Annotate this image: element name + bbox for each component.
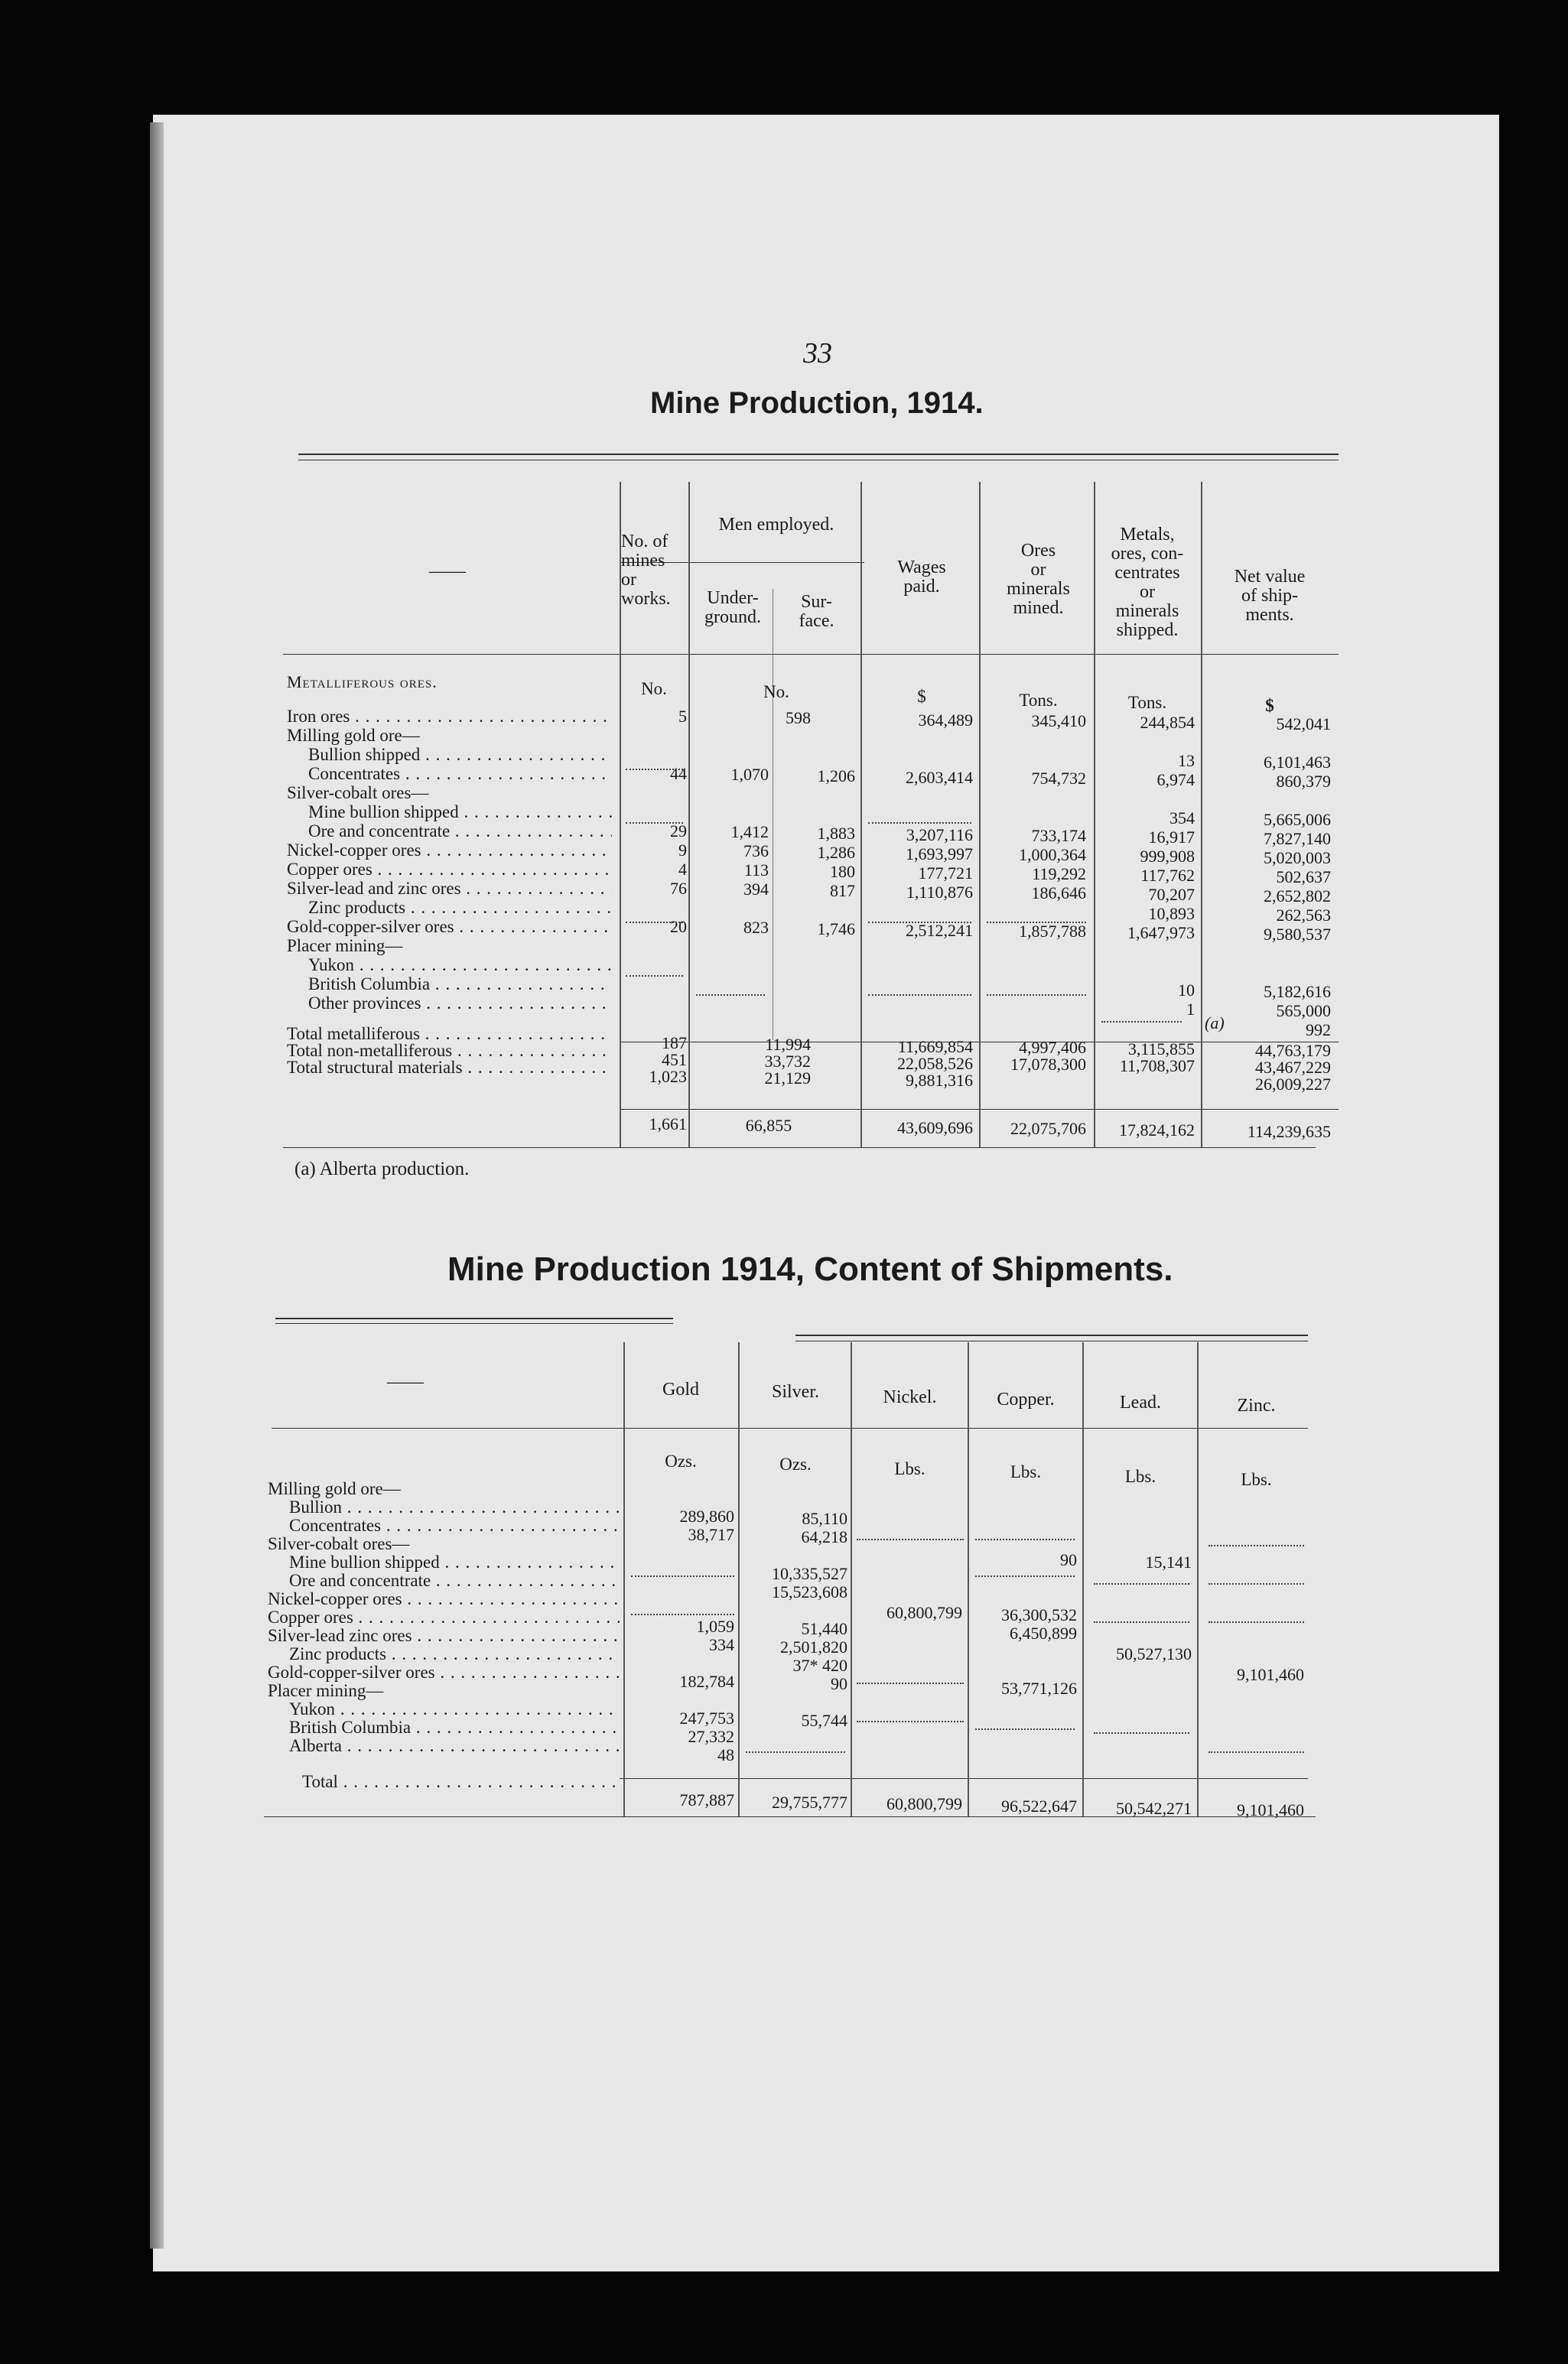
cell-gold: 247,753 — [679, 1709, 734, 1728]
total-gold: 787,887 — [679, 1790, 734, 1810]
row-label: Gold-copper-silver ores . . . — [268, 1663, 620, 1682]
col-line — [738, 1342, 740, 1816]
row-label: Iron ores . . . — [287, 707, 612, 726]
cell-mines: 4 — [678, 860, 687, 880]
table2-total-rule — [620, 1778, 1308, 1779]
table2-header-rule — [272, 1428, 1308, 1429]
total-mines: 451 — [662, 1050, 687, 1070]
cell-net: 502,637 — [1276, 867, 1331, 887]
total-men: 11,994 — [765, 1035, 811, 1055]
table2-top-rule — [275, 1318, 673, 1319]
cell-nickel: 60,800,799 — [886, 1603, 962, 1623]
cell-wages: 364,489 — [918, 710, 973, 730]
cell-mines: 5 — [678, 707, 687, 727]
table2-top-rule-2 — [275, 1323, 673, 1324]
row-label: Other provinces . . . — [308, 994, 612, 1013]
leader-dots — [696, 994, 765, 996]
total-silver: 29,755,777 — [772, 1792, 847, 1812]
cell-metals: 6,974 — [1156, 770, 1195, 790]
total-label: Total non-metalliferous . . . — [287, 1042, 608, 1060]
row-label: Bullion shipped . . . — [308, 746, 612, 764]
stub-header: —— — [429, 561, 466, 581]
cell-gold: 289,860 — [679, 1507, 734, 1527]
page-number: 33 — [803, 337, 832, 369]
cell-ores: 186,646 — [1031, 883, 1086, 903]
row-label: Placer mining— — [268, 1682, 384, 1700]
ores-header: Ores or minerals mined. — [1007, 541, 1070, 618]
leader-dots — [626, 769, 683, 770]
nickel-header: Nickel. — [883, 1387, 937, 1407]
row-label: Nickel-copper ores . . . — [268, 1590, 620, 1608]
leader-dots — [857, 1683, 964, 1684]
row-label: Silver-lead and zinc ores . . . — [287, 880, 612, 898]
grand-total-net: 114,239,635 — [1247, 1122, 1331, 1142]
cell-ores: 1,857,788 — [1019, 922, 1086, 941]
total-net: 43,467,229 — [1255, 1058, 1331, 1078]
row-label: Copper ores . . . — [268, 1608, 620, 1627]
zinc-header: Zinc. — [1237, 1396, 1276, 1416]
unit-label: Lbs. — [894, 1459, 926, 1478]
cell-net: 9,580,537 — [1264, 925, 1331, 945]
table1-header-rule — [283, 654, 1339, 655]
row-label: Concentrates . . . — [308, 765, 612, 783]
cell-mines: 76 — [670, 879, 687, 899]
unit-label: Lbs. — [1241, 1470, 1272, 1489]
unit-label: Tons. — [1127, 693, 1167, 712]
col-line — [1197, 1342, 1199, 1816]
cell-zinc: 9,101,460 — [1237, 1665, 1304, 1685]
row-label: Zinc products . . . — [308, 899, 612, 917]
lead-header: Lead. — [1120, 1393, 1161, 1413]
row-label: Silver-cobalt ores— — [268, 1535, 410, 1553]
cell-metals: 10 — [1178, 980, 1195, 1000]
grand-total-mines: 1,661 — [649, 1114, 687, 1134]
cell-ores: 345,410 — [1031, 711, 1086, 731]
cell-gold: 27,332 — [688, 1727, 734, 1747]
cell-surf: 1,286 — [817, 842, 855, 862]
row-label: Ore and concentrate . . . — [289, 1572, 620, 1590]
cell-under: 1,070 — [730, 765, 769, 785]
cell-metals: 13 — [1178, 751, 1195, 771]
leader-dots — [987, 994, 1086, 996]
unit-label: No. — [641, 679, 667, 698]
leader-dots — [626, 975, 683, 977]
leader-dots — [987, 922, 1086, 923]
row-label: Concentrates . . . — [289, 1517, 620, 1535]
silver-header: Silver. — [771, 1382, 819, 1402]
cell-gold: 334 — [709, 1635, 734, 1655]
cell-net: 992 — [1306, 1020, 1331, 1040]
total-zinc: 9,101,460 — [1237, 1800, 1304, 1820]
cell-metals: 1,647,973 — [1127, 923, 1195, 943]
cell-metals: 1 — [1186, 1000, 1195, 1019]
row-label: Yukon . . . — [289, 1700, 620, 1719]
cell-metals: 354 — [1169, 808, 1195, 828]
leader-dots — [631, 1614, 734, 1615]
total-ores: 17,078,300 — [1010, 1055, 1086, 1075]
row-label: Mine bullion shipped . . . — [308, 803, 612, 821]
row-label: Mine bullion shipped . . . — [289, 1553, 620, 1572]
grand-total-wages: 43,609,696 — [897, 1117, 973, 1137]
cell-net: 5,182,616 — [1264, 982, 1331, 1002]
leader-dots — [1209, 1583, 1304, 1585]
scanned-page — [153, 115, 1499, 2271]
leader-dots — [1094, 1732, 1189, 1734]
cell-net: 262,563 — [1276, 906, 1331, 925]
col-line — [1082, 1342, 1084, 1816]
leader-dots — [746, 1751, 845, 1753]
net-value-header: Net value of ship- ments. — [1234, 567, 1306, 625]
total-label: Total metalliferous . . . — [287, 1025, 608, 1043]
leader-dots — [631, 1575, 734, 1577]
cell-silver: 51,440 — [801, 1619, 847, 1639]
cell-ores: 733,174 — [1031, 826, 1086, 846]
total-net: 44,763,179 — [1255, 1041, 1331, 1061]
footnote-marker: (a) — [1205, 1013, 1225, 1032]
cell-wages: 2,603,414 — [906, 767, 973, 787]
row-label: British Columbia . . . — [289, 1719, 620, 1737]
total-wages: 9,881,316 — [906, 1070, 973, 1090]
cell-surf: 1,883 — [817, 823, 855, 843]
leader-dots — [626, 922, 683, 923]
row-label: Alberta . . . — [289, 1737, 620, 1755]
total-metals: 3,115,855 — [1127, 1039, 1195, 1059]
leader-dots — [975, 1575, 1075, 1577]
cell-wages: 3,207,116 — [906, 824, 973, 844]
wages-header: Wages paid. — [897, 558, 946, 597]
cell-net: 860,379 — [1276, 772, 1331, 792]
underground-header: Under- ground. — [704, 588, 761, 627]
grand-total-men: 66,855 — [745, 1116, 792, 1136]
cell-net: 2,652,802 — [1264, 886, 1331, 906]
footnote: (a) Alberta production. — [294, 1159, 470, 1179]
leader-dots — [868, 994, 971, 996]
row-label: Milling gold ore— — [268, 1480, 401, 1498]
cell-under: 823 — [743, 918, 769, 938]
row-label: Nickel-copper ores . . . — [287, 841, 612, 860]
cell-net: 565,000 — [1276, 1001, 1331, 1021]
table2-top-rule-right — [795, 1335, 1308, 1336]
leader-dots — [857, 1721, 964, 1722]
leader-dots — [1209, 1751, 1304, 1753]
stub-header: —— — [387, 1372, 424, 1392]
leader-dots — [975, 1539, 1075, 1540]
row-label: Copper ores . . . — [287, 860, 612, 879]
total-wages: 22,058,526 — [897, 1053, 973, 1073]
cell-mines: 9 — [678, 841, 687, 860]
cell-gold: 182,784 — [679, 1672, 734, 1692]
grand-total-metals: 17,824,162 — [1119, 1120, 1195, 1140]
cell-metals: 244,854 — [1140, 713, 1195, 733]
cell-mines: 29 — [670, 821, 687, 841]
cell-metals: 999,908 — [1140, 847, 1195, 867]
unit-label: Ozs. — [779, 1455, 812, 1474]
page-binding-edge — [150, 122, 164, 2249]
total-men: 33,732 — [764, 1052, 811, 1071]
cell-wages: 2,512,241 — [906, 920, 973, 940]
cell-under: 113 — [743, 860, 769, 880]
cell-wages: 177,721 — [918, 863, 973, 883]
cell-copper: 6,450,899 — [1010, 1624, 1077, 1644]
cell-lead: 15,141 — [1145, 1553, 1192, 1572]
table1-top-rule — [298, 454, 1339, 455]
cell-under: 736 — [743, 841, 769, 861]
total-mines: 187 — [662, 1033, 687, 1053]
row-label: Silver-cobalt ores— — [287, 784, 429, 802]
col-line — [1201, 482, 1202, 1147]
total-nickel: 60,800,799 — [886, 1794, 962, 1814]
leader-dots — [626, 822, 683, 824]
total-label: Total . . . — [302, 1773, 620, 1791]
col-line — [623, 1342, 625, 1816]
cell-metals: 117,762 — [1140, 866, 1195, 886]
leader-dots — [868, 922, 971, 923]
cell-silver: 10,335,527 — [772, 1564, 847, 1584]
col-line — [688, 482, 690, 1147]
cell-mines: 44 — [670, 764, 687, 784]
cell-men: 598 — [786, 708, 811, 728]
row-label: Milling gold ore— — [287, 727, 420, 745]
cell-net: 5,665,006 — [1264, 810, 1331, 830]
leader-dots — [1101, 1021, 1182, 1023]
total-men: 21,129 — [764, 1068, 811, 1088]
row-label: Ore and concentrate . . . — [308, 822, 612, 841]
cell-gold: 38,717 — [688, 1525, 734, 1545]
grand-total-ores: 22,075,706 — [1010, 1119, 1086, 1139]
cell-gold: 48 — [717, 1745, 734, 1765]
unit-label: Lbs. — [1124, 1467, 1156, 1486]
leader-dots — [857, 1539, 964, 1540]
unit-label: $ — [1265, 696, 1274, 715]
total-net: 26,009,227 — [1255, 1075, 1331, 1094]
cell-net: 5,020,003 — [1264, 848, 1331, 868]
cell-copper: 53,771,126 — [1001, 1679, 1077, 1699]
total-wages: 11,669,854 — [897, 1036, 973, 1056]
cell-ores: 754,732 — [1031, 769, 1086, 789]
cell-ores: 119,292 — [1032, 864, 1086, 884]
unit-label: No. — [763, 682, 789, 701]
cell-under: 394 — [743, 880, 769, 899]
cell-surf: 1,746 — [817, 919, 855, 938]
row-label: Yukon . . . — [308, 956, 612, 974]
unit-label: Ozs. — [665, 1452, 697, 1471]
cell-silver: 37* 420 — [792, 1656, 847, 1676]
gold-header: Gold — [662, 1380, 699, 1400]
cell-under: 1,412 — [730, 822, 769, 842]
total-lead: 50,542,271 — [1116, 1798, 1192, 1818]
cell-ores: 1,000,364 — [1019, 845, 1086, 865]
unit-label: $ — [917, 687, 926, 706]
col-line — [968, 1342, 969, 1816]
men-employed-header: Men employed. — [718, 515, 834, 535]
cell-wages: 1,110,876 — [906, 882, 973, 902]
cell-silver: 2,501,820 — [780, 1637, 847, 1657]
leader-dots — [1209, 1621, 1304, 1623]
leader-dots — [1094, 1583, 1189, 1585]
table1-bottom-rule — [283, 1147, 1316, 1148]
cell-surf: 180 — [830, 861, 855, 881]
cell-silver: 64,218 — [801, 1527, 847, 1547]
cell-silver: 15,523,608 — [772, 1582, 847, 1602]
leader-dots — [1094, 1621, 1189, 1623]
unit-label: Tons. — [1019, 691, 1058, 710]
total-label: Total structural materials . . . — [287, 1058, 608, 1077]
unit-label: Lbs. — [1010, 1462, 1042, 1481]
cell-mines: 20 — [670, 917, 687, 937]
row-label: Placer mining— — [287, 937, 403, 955]
cell-lead: 50,527,130 — [1116, 1644, 1192, 1664]
total-metals: 11,708,307 — [1119, 1056, 1195, 1076]
table1-title: Mine Production, 1914. — [650, 386, 984, 420]
cell-surf: 817 — [830, 880, 855, 900]
cell-metals: 70,207 — [1148, 885, 1195, 905]
cell-surf: 1,206 — [817, 766, 855, 785]
leader-dots — [975, 1728, 1075, 1730]
section-label: Metalliferous ores. — [287, 673, 438, 691]
cell-metals: 16,917 — [1148, 828, 1195, 847]
leader-dots — [1209, 1545, 1304, 1546]
cell-net: 6,101,463 — [1264, 753, 1331, 772]
row-label: Gold-copper-silver ores . . . — [287, 918, 612, 936]
total-ores: 4,997,406 — [1019, 1038, 1086, 1058]
row-label: Bullion . . . — [289, 1498, 620, 1517]
cell-wages: 1,693,997 — [906, 844, 973, 863]
col-line — [851, 1342, 852, 1816]
cell-net: 542,041 — [1276, 714, 1331, 734]
table2-title: Mine Production 1914, Content of Shipments. — [447, 1250, 1173, 1288]
row-label: British Columbia . . . — [308, 975, 612, 993]
total-mines: 1,023 — [649, 1067, 687, 1087]
copper-header: Copper. — [997, 1390, 1055, 1410]
metals-header: Metals, ores, con- centrates or minerals shipped. — [1111, 525, 1184, 640]
mines-header: No. of mines or works. — [621, 532, 671, 609]
row-label: Zinc products . . . — [289, 1645, 620, 1663]
leader-dots — [868, 822, 971, 824]
cell-net: 7,827,140 — [1264, 829, 1331, 849]
cell-metals: 10,893 — [1148, 904, 1195, 924]
cell-silver: 55,744 — [801, 1711, 847, 1731]
cell-silver: 90 — [831, 1674, 847, 1694]
surface-header: Sur- face. — [799, 592, 834, 631]
cell-copper: 90 — [1060, 1550, 1077, 1570]
cell-silver: 85,110 — [802, 1509, 847, 1529]
cell-gold: 1,059 — [696, 1617, 734, 1637]
cell-copper: 36,300,532 — [1001, 1605, 1077, 1625]
total-copper: 96,522,647 — [1001, 1796, 1077, 1816]
row-label: Silver-lead zinc ores . . . — [268, 1627, 620, 1645]
